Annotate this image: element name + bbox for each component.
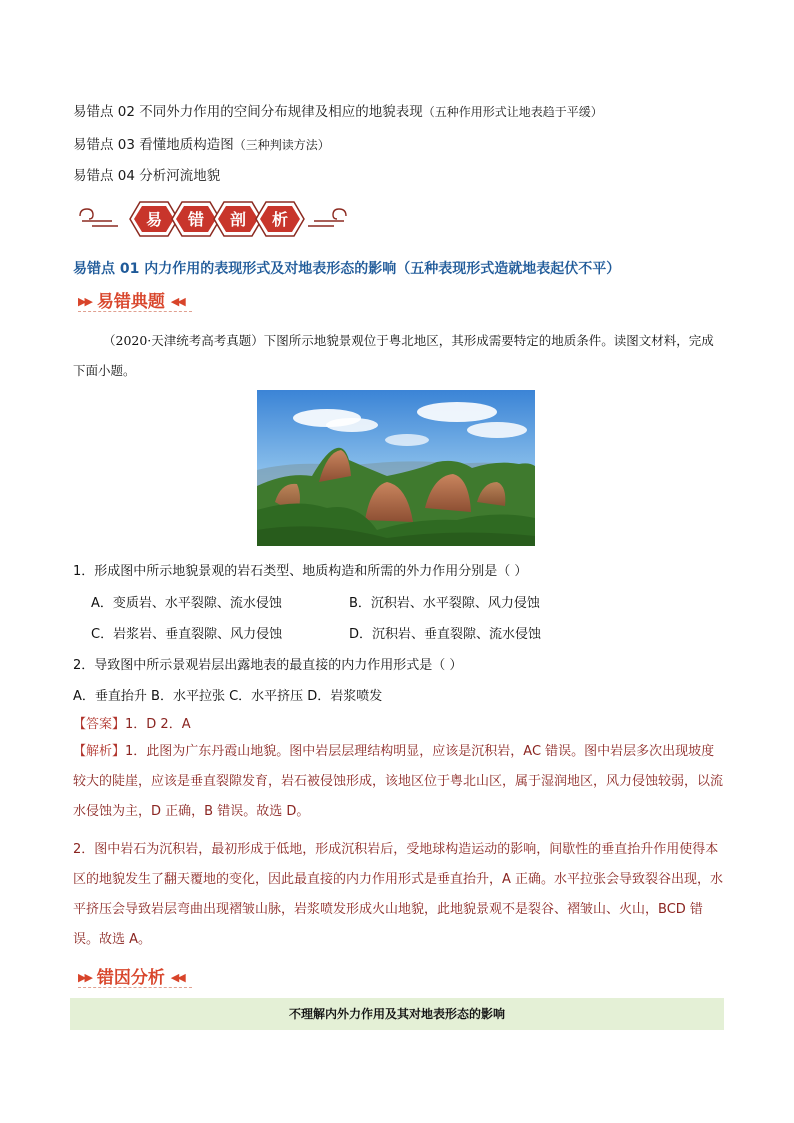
landscape-photo: [257, 390, 535, 546]
question-1-stem: 1．形成图中所示地貌景观的岩石类型、地质构造和所需的外力作用分别是（ ）: [73, 564, 528, 579]
question-2-options: A．垂直抬升 B．水平拉张 C．水平挤压 D．岩浆喷发: [73, 689, 383, 704]
question-2-stem: 2．导致图中所示景观岩层出露地表的最直接的内力作用形式是（ ）: [73, 658, 463, 673]
section-title: 易错点 01 内力作用的表现形式及对地表形态的影响（五种表现形式造就地表起伏不平）: [73, 261, 621, 277]
banner-char-4: 析: [271, 210, 289, 229]
question-intro: （2020·天津统考高考真题）下图所示地貌景观位于粤北地区，其形成需要特定的地质条件。读图文材料，完成下面小题。: [73, 333, 714, 378]
question-1-option-a: A．变质岩、水平裂隙、流水侵蚀: [91, 596, 282, 611]
answer-line: 【答案】1．D 2．A: [73, 717, 191, 732]
toc-item-04: 易错点 04 分析河流地貌: [73, 168, 221, 184]
question-1-option-b: B．沉积岩、水平裂隙、风力侵蚀: [349, 596, 540, 611]
summary-box: 不理解内外力作用及其对地表形态的影响: [70, 998, 724, 1030]
banner-char-2: 错: [187, 210, 205, 229]
double-arrow-right-icon: ▶▶: [78, 295, 91, 308]
question-1-option-c: C．岩浆岩、垂直裂隙、风力侵蚀: [91, 627, 283, 642]
explanation-paragraph-1: 【解析】1．此图为广东丹霞山地貌。图中岩层层理结构明显，应该是沉积岩，AC 错误。图中岩层多次出现坡度较大的陡崖，应该是垂直裂隙发育，岩石被侵蚀形成，该地区位于粤北山区，属于湿润地区，风力侵蚀较弱，以流水侵蚀为主，D 正确，B 错误。故选 D。: [73, 744, 724, 819]
toc-item-03: 易错点 03 看懂地质构造图（三种判读方法）: [73, 137, 330, 153]
explanation-paragraph-2: 2．图中岩石为沉积岩，最初形成于低地，形成沉积岩后，受地球构造运动的影响，间歇性的垂直抬升作用使得本区的地貌发生了翻天覆地的变化，因此最直接的内力作用形式是垂直抬升，A 正确。水平拉张会导致裂谷出现，水平挤压会导致岩层弯曲出现褶皱山脉，岩浆喷发形成火山地貌，此地貌景观不是裂谷、褶皱山、火山，BCD 错误。故选 A。: [73, 842, 724, 947]
section-banner: [78, 199, 348, 239]
banner-swirl-left: [80, 209, 118, 226]
example-tag: ▶▶ 易错典题 ◀◀: [78, 287, 192, 312]
banner-swirl-right: [308, 209, 346, 226]
banner-char-3: 剖: [229, 210, 247, 229]
double-arrow-left-icon: ◀◀: [170, 971, 184, 984]
banner-char-1: 易: [145, 210, 163, 229]
question-1-option-d: D．沉积岩、垂直裂隙、流水侵蚀: [349, 627, 542, 642]
toc-item-02: 易错点 02 不同外力作用的空间分布规律及相应的地貌表现（五种作用形式让地表趋于平缓）: [73, 104, 603, 120]
double-arrow-right-icon: ▶▶: [78, 971, 91, 984]
double-arrow-left-icon: ◀◀: [170, 295, 184, 308]
analysis-tag: ▶▶ 错因分析 ◀◀: [78, 963, 192, 988]
